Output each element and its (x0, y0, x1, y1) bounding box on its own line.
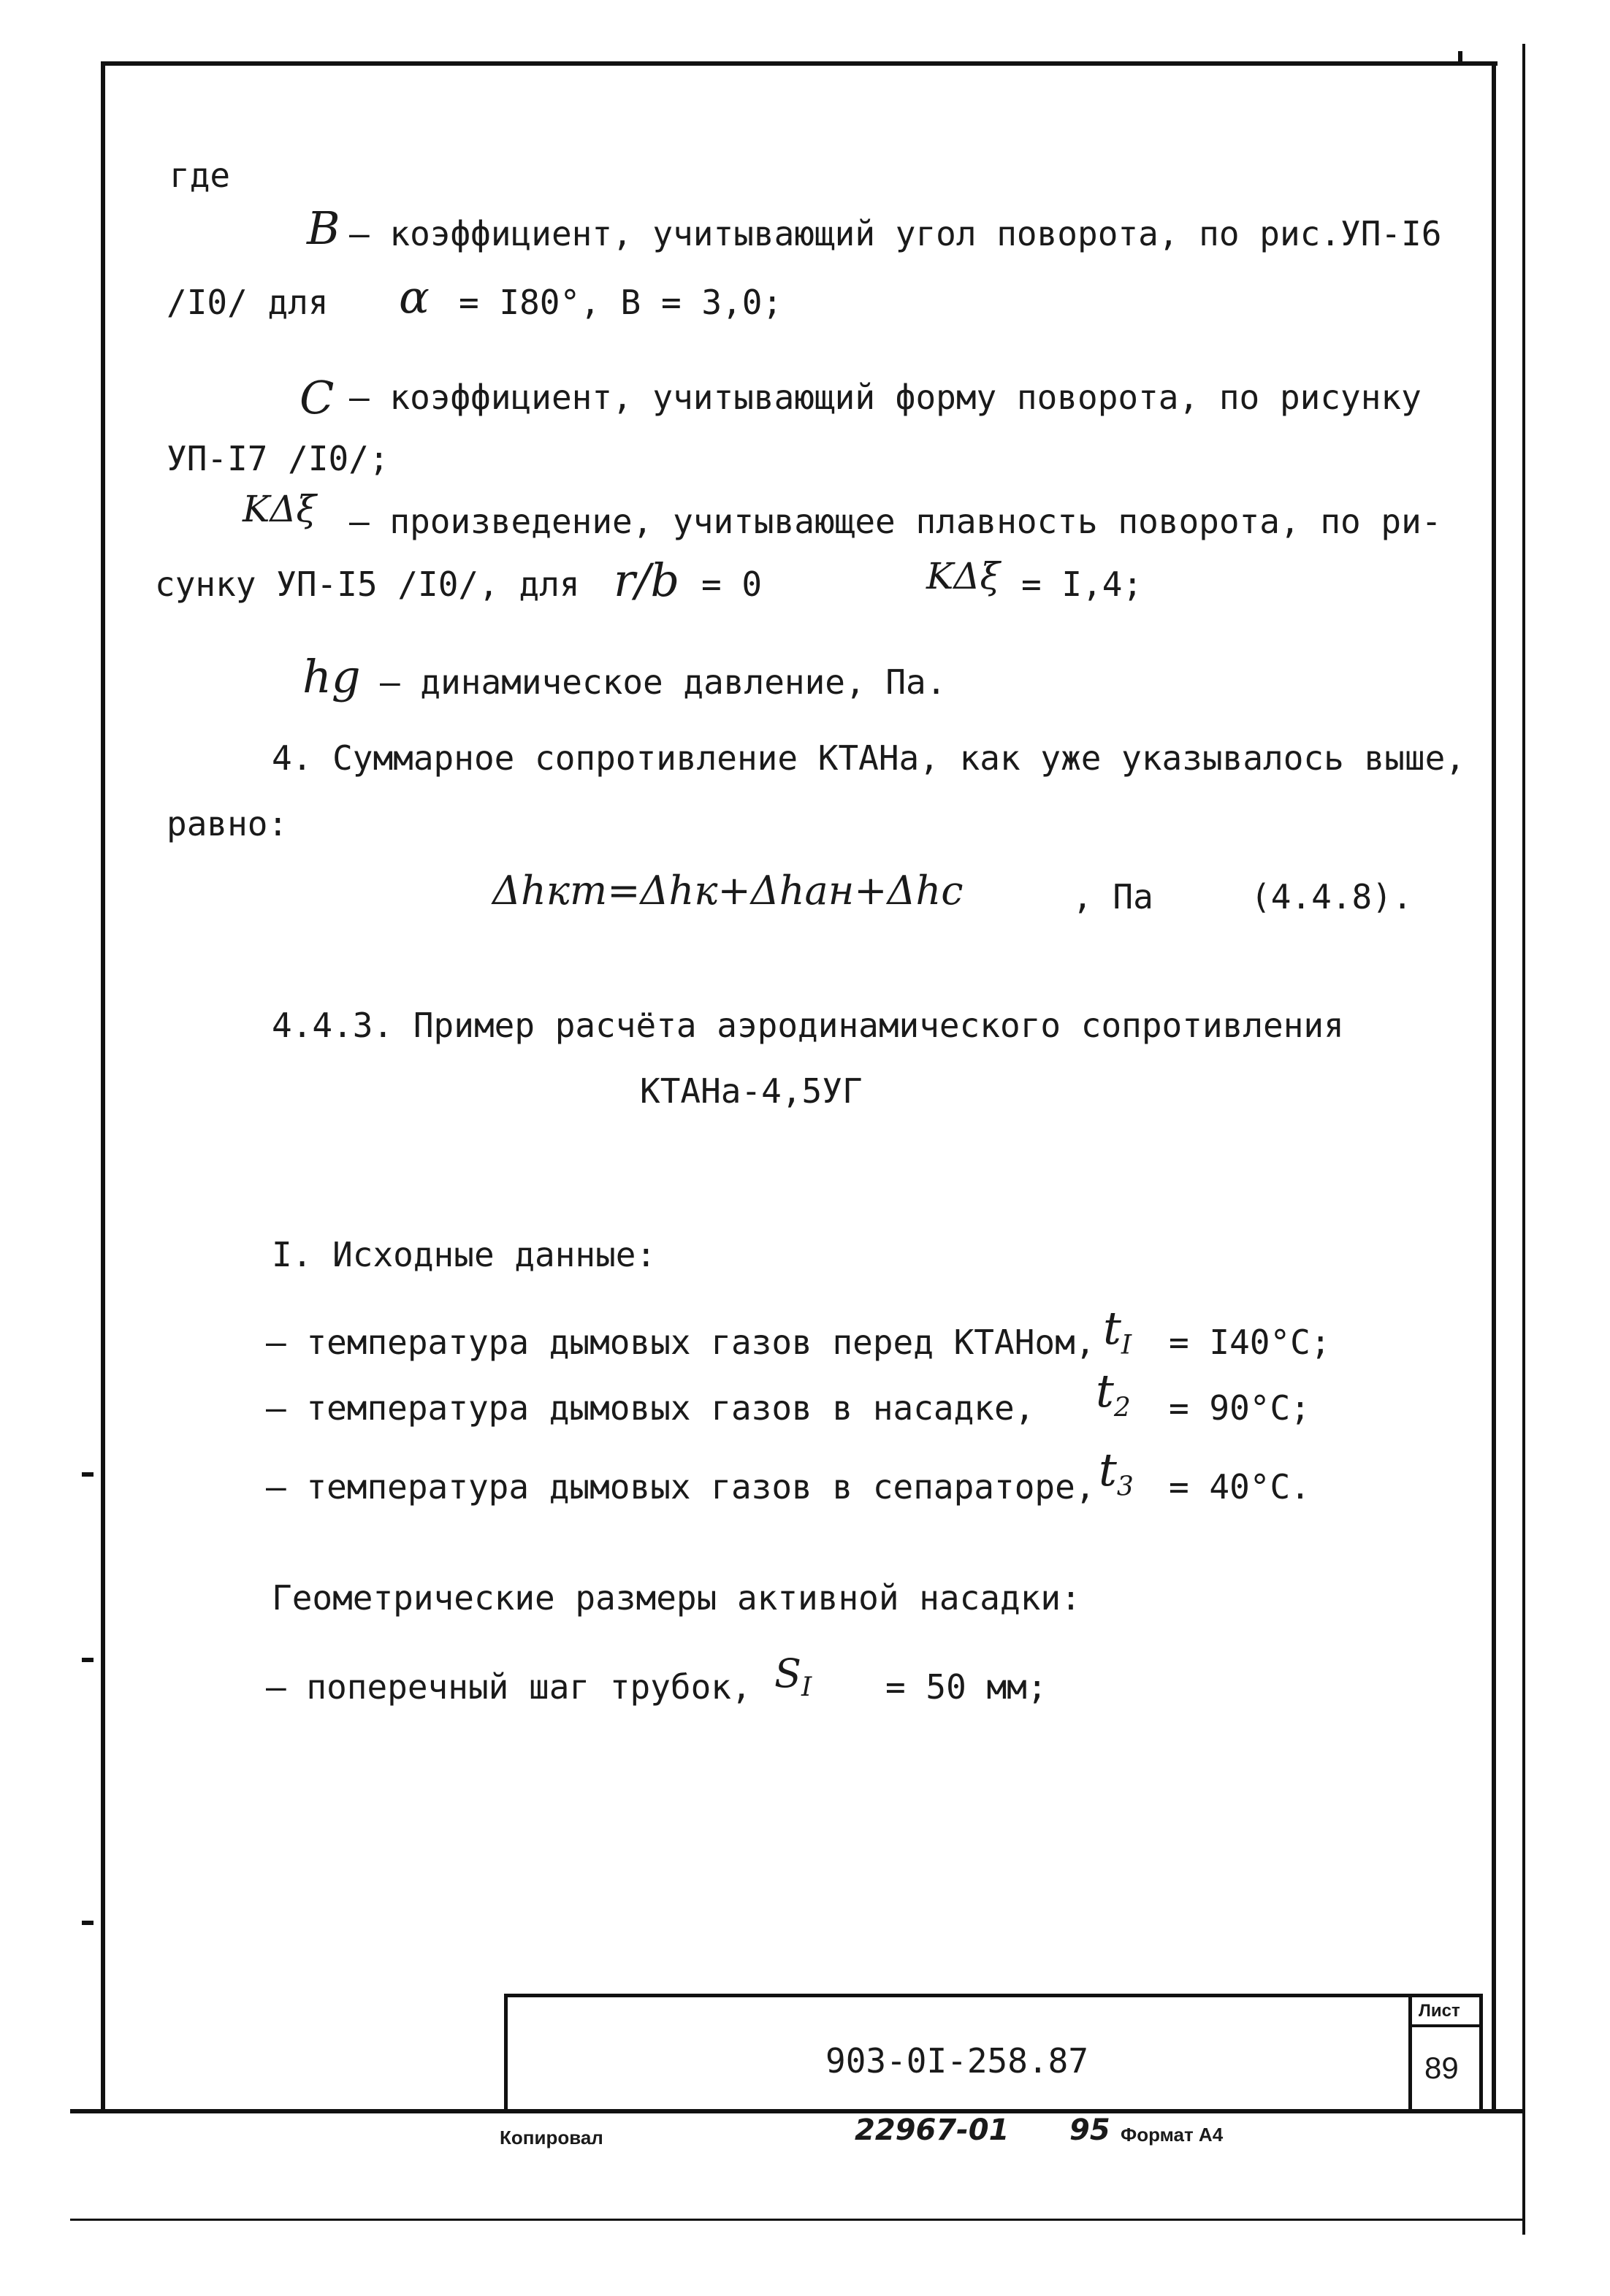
value-s1: = 50 мм; (885, 1667, 1048, 1707)
sheet-label: Лист (1419, 2001, 1460, 2021)
text-item-4b: равно: (167, 804, 289, 843)
formula-4-4-8: Δhкт=Δhк+Δhан+Δhс (492, 868, 964, 914)
symbol-s1-sub: I (801, 1672, 812, 1702)
text-b-definition-2: /I0/ для (167, 283, 329, 322)
text-t1: – температура дымовых газов перед КТАНом, (266, 1323, 1096, 1362)
section-heading: 4.4.3. Пример расчёта аэродинамического сопротивления (272, 1006, 1344, 1045)
text-b-definition: – коэффициент, учитывающий угол поворота, по рис.УП-I6 (349, 214, 1442, 253)
footer-order-2: 95 (1069, 2113, 1110, 2147)
text-c-definition: – коэффициент, учитывающий форму поворота, по рисунку (349, 378, 1422, 417)
symbol-k-xi: KΔξ (243, 488, 317, 530)
margin-tick (82, 1658, 94, 1662)
footer-format: Формат А4 (1121, 2124, 1224, 2146)
symbol-t1-main: t (1103, 1301, 1121, 1355)
text-k-definition: – произведение, учитывающее плавность поворота, по ри- (349, 502, 1442, 541)
doc-number: 903-0I-258.87 (825, 2041, 1089, 2081)
symbol-t3-sub: 3 (1116, 1472, 1134, 1502)
symbol-s1 (774, 1650, 812, 1702)
text-k-definition-2: сунку УП-I5 /I0/, для (155, 565, 580, 604)
symbol-r-b: r/b (614, 554, 680, 607)
text-b-equation: = I80°, В = 3,0; (459, 283, 783, 322)
footer-copied: Копировал (500, 2127, 603, 2148)
page-edge-bottom (70, 2219, 1525, 2221)
formula-unit: , Па (1072, 877, 1153, 917)
symbol-t1 (1103, 1301, 1132, 1360)
symbol-t1-sub: I (1121, 1330, 1132, 1361)
text-k-eq1: = 0 (701, 565, 763, 604)
symbol-t2-sub: 2 (1113, 1393, 1131, 1423)
text-s1: – поперечный шаг трубок, (266, 1667, 752, 1707)
value-t2: = 90°C; (1169, 1388, 1310, 1428)
symbol-t2 (1096, 1364, 1131, 1423)
footer-order: 22967-01 (855, 2113, 1010, 2147)
value-t3: = 40°C. (1169, 1467, 1310, 1507)
frame-right-outer (1522, 44, 1525, 2235)
input-data-title: I. Исходные данные: (272, 1235, 657, 1274)
text-c-definition-2: УП-I7 /I0/; (167, 439, 389, 478)
text-t2: – температура дымовых газов в насадке, (266, 1388, 1035, 1428)
margin-tick (82, 1921, 94, 1925)
title-block-sheet-hline (1408, 2024, 1483, 2027)
symbol-c: С (300, 371, 335, 424)
corner-mark (1458, 51, 1462, 66)
formula-number: (4.4.8). (1251, 877, 1413, 917)
symbol-hd: hg (302, 650, 361, 703)
symbol-k-xi-2: KΔξ (926, 555, 1001, 597)
symbol-t2-main: t (1096, 1364, 1114, 1417)
value-t1: = I40°C; (1169, 1323, 1331, 1362)
title-block-sheet-divider (1408, 1994, 1412, 2111)
margin-tick (82, 1472, 94, 1477)
symbol-alpha: α (399, 270, 430, 324)
symbol-t3-main: t (1099, 1443, 1117, 1496)
frame-right-inner (1492, 61, 1496, 2113)
text-item-4: 4. Суммарное сопротивление КТАНа, как уже указывалось выше, (272, 738, 1465, 778)
symbol-s1-main: S (774, 1650, 801, 1696)
text-hd-definition: – динамическое давление, Па. (380, 662, 947, 702)
frame-left (101, 61, 105, 2113)
text-t3: – температура дымовых газов в сепараторе, (266, 1467, 1096, 1507)
symbol-b: В (307, 202, 340, 255)
text-k-eq2: = I,4; (1021, 565, 1143, 604)
section-heading-2: КТАНа-4,5УГ (640, 1071, 863, 1111)
text-geometry: Геометрические размеры активной насадки: (272, 1578, 1081, 1618)
symbol-t3 (1099, 1443, 1134, 1501)
sheet-number: 89 (1424, 2051, 1459, 2085)
frame-top (101, 61, 1498, 66)
text-gde: где (169, 156, 231, 195)
